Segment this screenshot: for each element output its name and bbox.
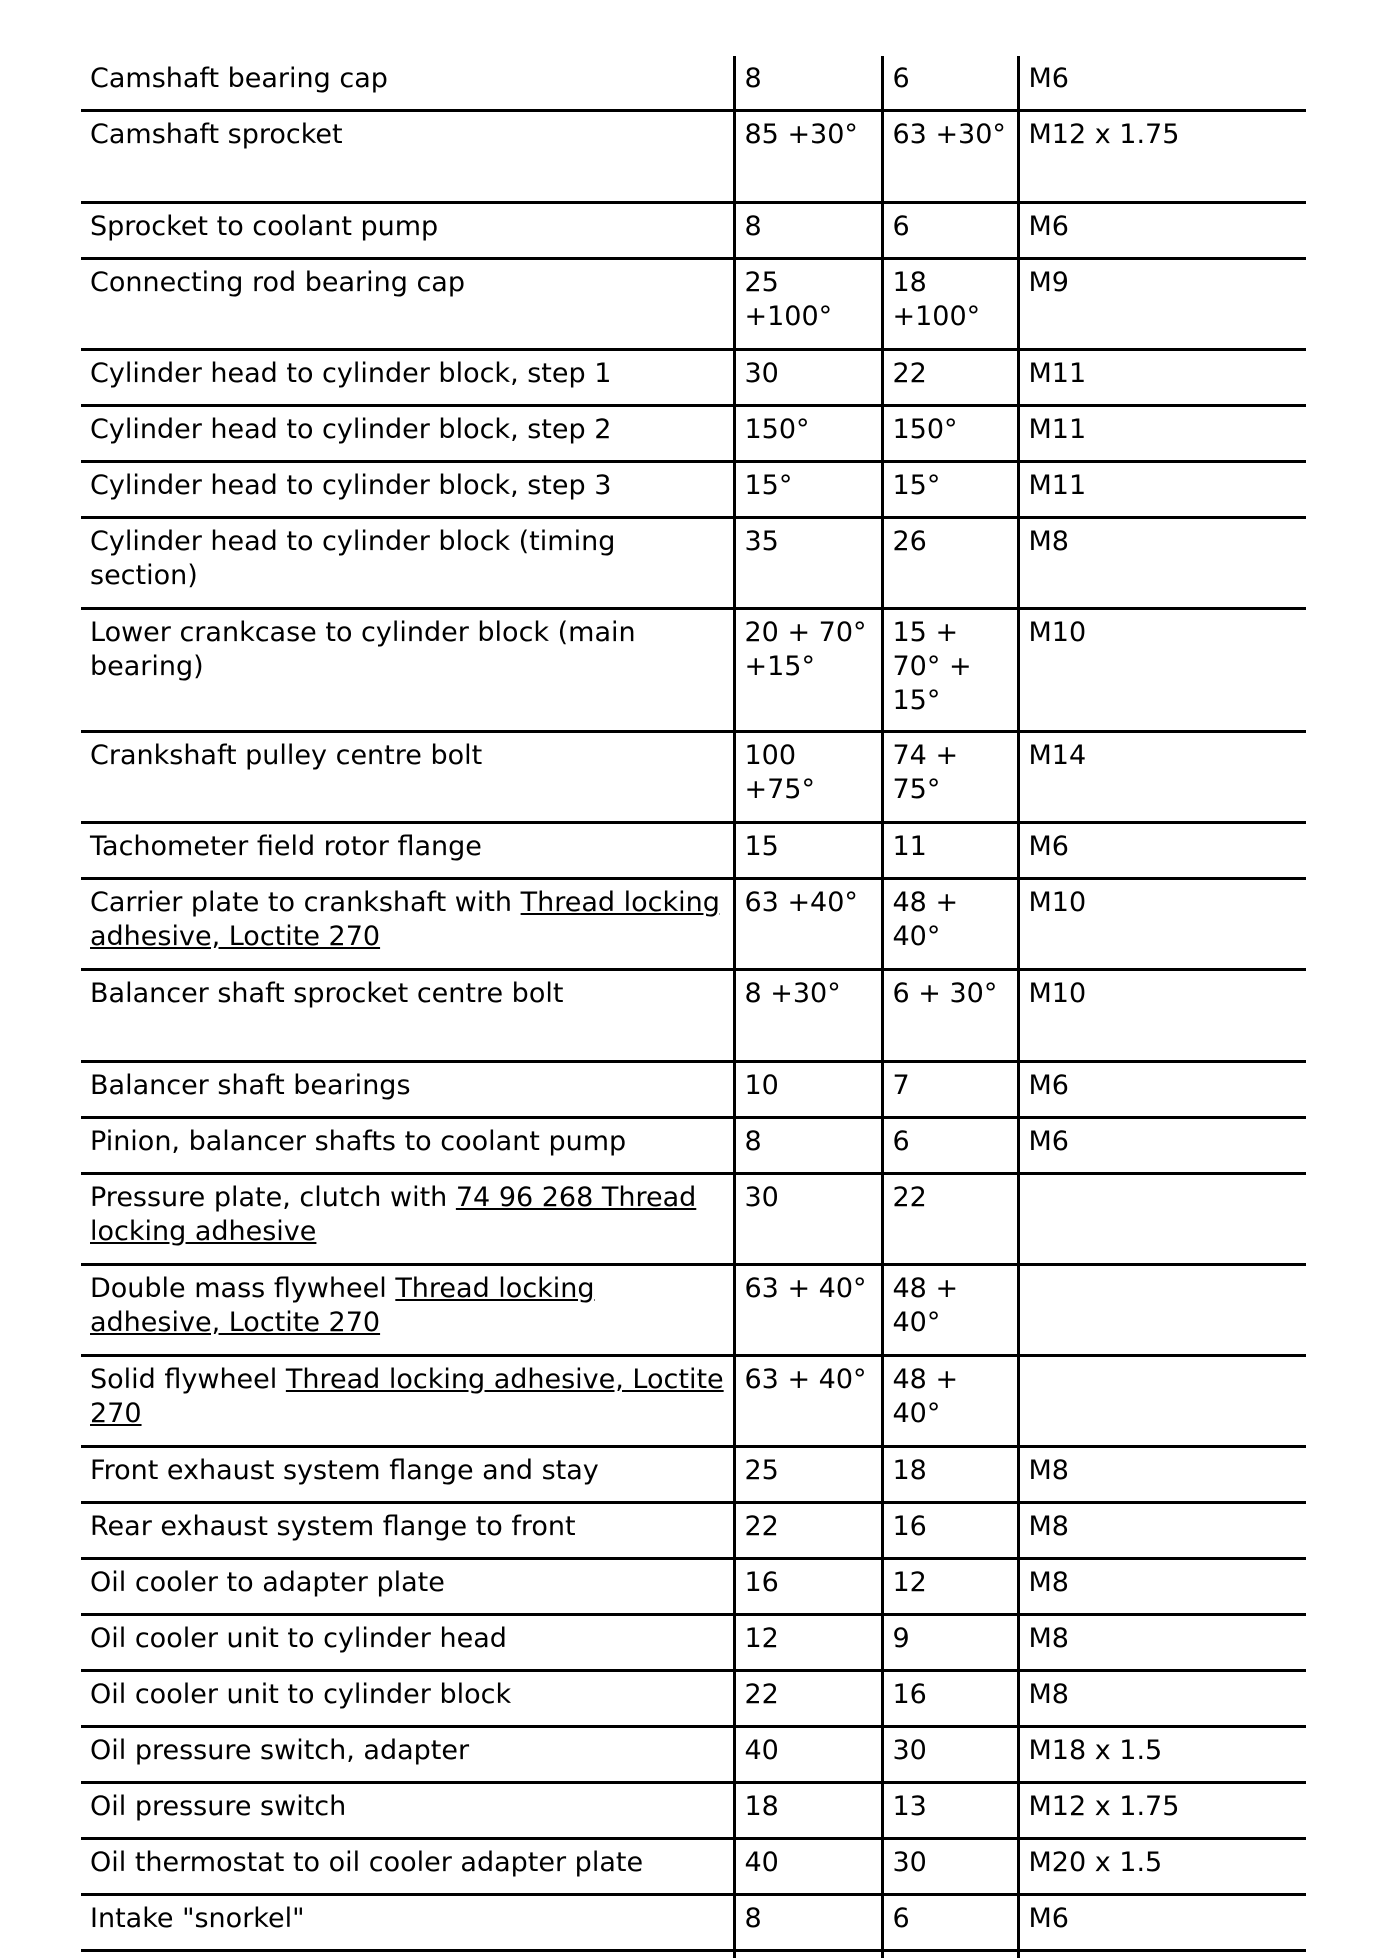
torque-nm-cell: 15°: [734, 462, 882, 518]
table-row: [81, 56, 1306, 111]
description-cell: Cylinder head to cylinder block, step 3: [81, 462, 734, 518]
adhesive-link[interactable]: Thread locking adhesive, Loctite 270: [90, 1364, 724, 1429]
torque-lbf-ft-cell: 6 + 30°: [882, 970, 1018, 1062]
description-cell: Oil cooler to adapter plate: [81, 1559, 734, 1615]
description-cell: Sprocket to coolant pump: [81, 203, 734, 259]
table-row: [81, 259, 1306, 350]
torque-lbf-ft-cell: 6: [882, 203, 1018, 259]
torque-nm-cell: 22: [734, 1671, 882, 1727]
torque-nm-cell: 85 +30°: [734, 111, 882, 203]
torque-nm-cell: 30: [734, 1174, 882, 1265]
adhesive-link[interactable]: Thread locking adhesive, Loctite 270: [90, 887, 720, 952]
thread-size-cell: M11: [1018, 462, 1306, 518]
description-text: Double mass flywheel: [90, 1273, 395, 1304]
torque-nm-cell: 63 +40°: [734, 879, 882, 970]
thread-size-cell: M11: [1018, 406, 1306, 462]
thread-size-cell: M6: [1018, 1062, 1306, 1118]
continuation-cell: [1018, 1951, 1306, 1958]
torque-nm-cell: 150°: [734, 406, 882, 462]
thread-size-cell: M8: [1018, 1503, 1306, 1559]
description-cell: Camshaft sprocket: [81, 111, 734, 203]
table-row: [81, 518, 1306, 609]
torque-lbf-ft-cell: 12: [882, 1559, 1018, 1615]
table-row: [81, 970, 1306, 1062]
table-row: [81, 1559, 1306, 1615]
torque-lbf-ft-cell: 48 + 40°: [882, 1356, 1018, 1447]
table-row: [81, 1174, 1306, 1265]
description-cell: Crankshaft pulley centre bolt: [81, 732, 734, 823]
torque-nm-cell: 30: [734, 350, 882, 406]
table-row: [81, 1783, 1306, 1839]
torque-nm-cell: 8 +30°: [734, 970, 882, 1062]
table-row: [81, 1265, 1306, 1356]
thread-size-cell: M11: [1018, 350, 1306, 406]
table-row: [81, 1503, 1306, 1559]
table-row: [81, 1839, 1306, 1895]
torque-lbf-ft-cell: 150°: [882, 406, 1018, 462]
torque-lbf-ft-cell: 26: [882, 518, 1018, 609]
thread-size-cell: M12 x 1.75: [1018, 1783, 1306, 1839]
table-row: [81, 406, 1306, 462]
torque-lbf-ft-cell: 18 +100°: [882, 259, 1018, 350]
thread-size-cell: [1018, 1174, 1306, 1265]
thread-size-cell: M8: [1018, 1447, 1306, 1503]
description-cell: Lower crankcase to cylinder block (main bearing): [81, 609, 734, 732]
description-cell: Front exhaust system flange and stay: [81, 1447, 734, 1503]
thread-size-cell: M6: [1018, 203, 1306, 259]
thread-size-cell: [1018, 1265, 1306, 1356]
thread-size-cell: [1018, 1356, 1306, 1447]
thread-size-cell: M8: [1018, 518, 1306, 609]
torque-nm-cell: 8: [734, 1118, 882, 1174]
torque-nm-cell: 15: [734, 823, 882, 879]
thread-size-cell: M8: [1018, 1615, 1306, 1671]
description-cell: Camshaft bearing cap: [81, 56, 734, 111]
torque-nm-cell: 25 +100°: [734, 259, 882, 350]
torque-nm-cell: 8: [734, 56, 882, 111]
adhesive-link[interactable]: 74 96 268 Thread locking adhesive: [90, 1182, 696, 1247]
torque-nm-cell: 63 + 40°: [734, 1265, 882, 1356]
adhesive-link[interactable]: Thread locking adhesive, Loctite 270: [90, 1273, 595, 1338]
torque-nm-cell: 22: [734, 1503, 882, 1559]
description-cell: Balancer shaft bearings: [81, 1062, 734, 1118]
torque-nm-cell: 8: [734, 1895, 882, 1951]
table-row: [81, 1727, 1306, 1783]
torque-lbf-ft-cell: 6: [882, 1118, 1018, 1174]
torque-nm-cell: 10: [734, 1062, 882, 1118]
torque-lbf-ft-cell: 22: [882, 350, 1018, 406]
table-row: [81, 1671, 1306, 1727]
table-row: [81, 350, 1306, 406]
description-cell: Balancer shaft sprocket centre bolt: [81, 970, 734, 1062]
torque-lbf-ft-cell: 6: [882, 1895, 1018, 1951]
table-row: [81, 609, 1306, 732]
table-row: [81, 1447, 1306, 1503]
thread-size-cell: M18 x 1.5: [1018, 1727, 1306, 1783]
description-text: Solid flywheel: [90, 1364, 286, 1395]
description-cell: Oil cooler unit to cylinder block: [81, 1671, 734, 1727]
table-row: [81, 879, 1306, 970]
torque-lbf-ft-cell: 16: [882, 1503, 1018, 1559]
torque-lbf-ft-cell: 7: [882, 1062, 1018, 1118]
description-cell: Cylinder head to cylinder block, step 2: [81, 406, 734, 462]
torque-lbf-ft-cell: 15 + 70° + 15°: [882, 609, 1018, 732]
description-cell: Tachometer field rotor flange: [81, 823, 734, 879]
continuation-cell: [81, 1951, 734, 1958]
torque-lbf-ft-cell: 15°: [882, 462, 1018, 518]
table-continuation: [81, 1951, 1306, 1958]
torque-nm-cell: 12: [734, 1615, 882, 1671]
torque-lbf-ft-cell: 18: [882, 1447, 1018, 1503]
thread-size-cell: M10: [1018, 609, 1306, 732]
thread-size-cell: M6: [1018, 1118, 1306, 1174]
torque-lbf-ft-cell: 11: [882, 823, 1018, 879]
table-row: [81, 1118, 1306, 1174]
thread-size-cell: M8: [1018, 1559, 1306, 1615]
table-row: [81, 1062, 1306, 1118]
thread-size-cell: M6: [1018, 1895, 1306, 1951]
torque-nm-cell: 18: [734, 1783, 882, 1839]
torque-nm-cell: 20 + 70° +15°: [734, 609, 882, 732]
table-row: [81, 823, 1306, 879]
thread-size-cell: M12 x 1.75: [1018, 111, 1306, 203]
continuation-cell: [882, 1951, 1018, 1958]
thread-size-cell: M14: [1018, 732, 1306, 823]
torque-lbf-ft-cell: 30: [882, 1727, 1018, 1783]
description-cell: [81, 1356, 734, 1447]
continuation-cell: [734, 1951, 882, 1958]
thread-size-cell: M10: [1018, 879, 1306, 970]
description-cell: Intake "snorkel": [81, 1895, 734, 1951]
torque-nm-cell: 25: [734, 1447, 882, 1503]
torque-nm-cell: 63 + 40°: [734, 1356, 882, 1447]
torque-nm-cell: 8: [734, 203, 882, 259]
thread-size-cell: M20 x 1.5: [1018, 1839, 1306, 1895]
table-row: [81, 1895, 1306, 1951]
description-cell: Oil pressure switch: [81, 1783, 734, 1839]
torque-table: [81, 56, 1306, 1958]
description-cell: Cylinder head to cylinder block (timing section): [81, 518, 734, 609]
description-cell: Oil pressure switch, adapter: [81, 1727, 734, 1783]
table-row: [81, 203, 1306, 259]
torque-lbf-ft-cell: 16: [882, 1671, 1018, 1727]
table-row: [81, 111, 1306, 203]
table-row: [81, 1615, 1306, 1671]
table-row: [81, 462, 1306, 518]
thread-size-cell: M10: [1018, 970, 1306, 1062]
torque-nm-cell: 40: [734, 1727, 882, 1783]
thread-size-cell: M9: [1018, 259, 1306, 350]
thread-size-cell: M6: [1018, 56, 1306, 111]
torque-lbf-ft-cell: 74 + 75°: [882, 732, 1018, 823]
description-cell: Pinion, balancer shafts to coolant pump: [81, 1118, 734, 1174]
thread-size-cell: M8: [1018, 1671, 1306, 1727]
torque-lbf-ft-cell: 48 + 40°: [882, 1265, 1018, 1356]
description-cell: [81, 1174, 734, 1265]
description-cell: Cylinder head to cylinder block, step 1: [81, 350, 734, 406]
torque-lbf-ft-cell: 13: [882, 1783, 1018, 1839]
torque-lbf-ft-cell: 63 +30°: [882, 111, 1018, 203]
description-cell: [81, 1265, 734, 1356]
description-cell: [81, 879, 734, 970]
torque-lbf-ft-cell: 30: [882, 1839, 1018, 1895]
torque-lbf-ft-cell: 6: [882, 56, 1018, 111]
torque-lbf-ft-cell: 9: [882, 1615, 1018, 1671]
description-text: Carrier plate to crankshaft with: [90, 887, 521, 918]
torque-lbf-ft-cell: 22: [882, 1174, 1018, 1265]
description-cell: Oil thermostat to oil cooler adapter plate: [81, 1839, 734, 1895]
torque-nm-cell: 35: [734, 518, 882, 609]
description-cell: Rear exhaust system flange to front: [81, 1503, 734, 1559]
table-row: [81, 1356, 1306, 1447]
torque-nm-cell: 100 +75°: [734, 732, 882, 823]
description-text: Pressure plate, clutch with: [90, 1182, 456, 1213]
thread-size-cell: M6: [1018, 823, 1306, 879]
table-row: [81, 732, 1306, 823]
description-cell: Connecting rod bearing cap: [81, 259, 734, 350]
torque-lbf-ft-cell: 48 + 40°: [882, 879, 1018, 970]
torque-nm-cell: 16: [734, 1559, 882, 1615]
description-cell: Oil cooler unit to cylinder head: [81, 1615, 734, 1671]
torque-nm-cell: 40: [734, 1839, 882, 1895]
